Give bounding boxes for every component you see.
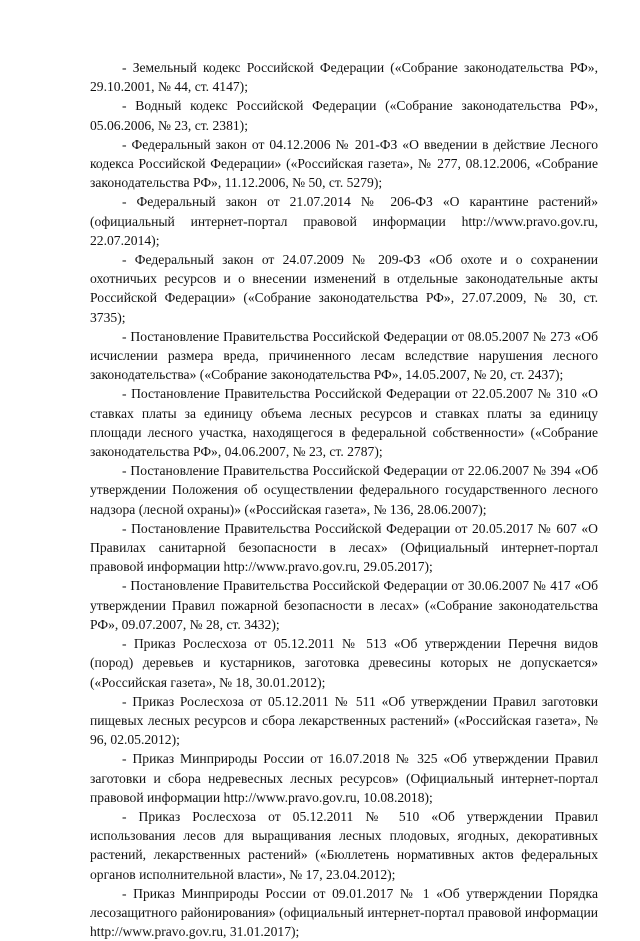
list-item: - Водный кодекс Российской Федерации («Собрание законодательства РФ», 05.06.2006, № 23, ст. 2381); xyxy=(90,98,598,133)
list-item: - Постановление Правительства Российской Федерации от 30.06.2007 № 417 «Об утверждении Правил пожарной безопасности в лесах» («Собрание законодательства РФ», 09.07.2007, № 28, ст. 3432); xyxy=(90,578,598,632)
list-item: - Приказ Рослесхоза от 05.12.2011 № 511 «Об утверждении Правил заготовки пищевых лесных ресурсов и сбора лекарственных растений» («Российская газета», № 96, 02.05.2012); xyxy=(90,693,598,748)
list-item: - Постановление Правительства Российской Федерации от 08.05.2007 № 273 «Об исчислении размера вреда, причиненного лесам вследствие нарушения лесного законодательства» («Собрание законодательства РФ», 14.05.2007, № 20, ст. 2437); xyxy=(90,328,598,383)
list-item: - Приказ Рослесхоза от 05.12.2011 № 510 «Об утверждении Правил использования лесов для выращивания лесных плодовых, ягодных, декоративных растений, лекарственных растений» («Бюллетень нормативных актов федеральных органов исполнительной власти», № 17, 23.04.2012); xyxy=(90,808,598,882)
list-item: - Земельный кодекс Российской Федерации («Собрание законодательства РФ», 29.10.2001, № 44, ст. 4147); xyxy=(90,60,598,95)
list-item: - Федеральный закон от 04.12.2006 № 201-ФЗ «О введении в действие Лесного кодекса Российской Федерации» («Российская газета», № 277, 08.12.2006, «Собрание законодательства РФ», 11.12.2006, № 50, ст. 5279); xyxy=(90,136,598,191)
list-item: - Федеральный закон от 21.07.2014 № 206-ФЗ «О карантине растений» (официальный интернет-портал правовой информации http://www.pravo.gov.ru, 22.07.2014); xyxy=(90,194,598,248)
list-item: - Постановление Правительства Российской Федерации от 20.05.2017 № 607 «О Правилах санитарной безопасности в лесах» (Официальный интернет-портал правовой информации http://www.pravo.gov.ru, 29.05.2017); xyxy=(90,520,598,575)
list-item: - Федеральный закон от 24.07.2009 № 209-ФЗ «Об охоте и о сохранении охотничьих ресурсов и о внесении изменений в отдельные законодательные акты Российской Федерации» («Собрание законодательства РФ», 27.07.2009, № 30, ст. 3735); xyxy=(90,252,598,325)
list-item: - Приказ Минприроды России от 16.07.2018 № 325 «Об утверждении Правил заготовки и сбора недревесных лесных ресурсов» (Официальный интернет-портал правовой информации http://www.pravo.gov.ru, 10.08.2018); xyxy=(90,751,598,805)
list-item: - Постановление Правительства Российской Федерации от 22.06.2007 № 394 «Об утверждении Положения об осуществлении федерального государственного лесного надзора (лесной охраны)» («Российская газета», № 136, 28.06.2007); xyxy=(90,463,598,517)
list-item: - Приказ Рослесхоза от 05.12.2011 № 513 «Об утверждении Перечня видов (пород) деревьев и кустарников, заготовка древесины которых не допускается» («Российская газета», № 18, 30.01.2012); xyxy=(90,636,598,690)
legal-acts-list xyxy=(90,58,598,941)
list-item: - Постановление Правительства Российской Федерации от 22.05.2007 № 310 «О ставках платы за единицу объема лесных ресурсов и ставках платы за единицу площади лесного участка, находящегося в федеральной собственности» («Собрание законодательства РФ», 04.06.2007, № 23, ст. 2787); xyxy=(90,386,598,460)
list-item: - Приказ Минприроды России от 09.01.2017 № 1 «Об утверждении Порядка лесозащитного районирования» (официальный интернет-портал правовой информации http://www.pravo.gov.ru, 31.01.2017); xyxy=(90,885,598,940)
